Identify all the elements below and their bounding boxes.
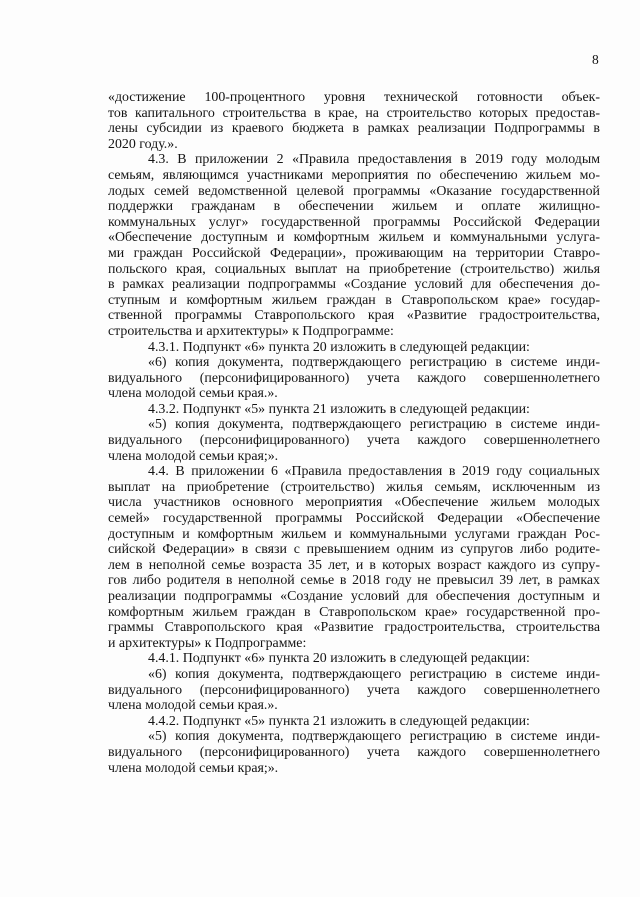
text-line: поддержки гражданам в обеспечении жильем и оплате жилищно- xyxy=(108,199,600,215)
text-line: «6) копия документа, подтверждающего регистрацию в системе инди- xyxy=(148,355,600,371)
text-line: члена молодой семьи края;». xyxy=(108,448,279,464)
text-line: польского края, социальных выплат на приобретение (строительство) жилья xyxy=(108,261,600,277)
paragraph xyxy=(108,714,600,730)
text-line: 4.3.1. Подпункт «6» пункта 20 изложить в следующей редакции: xyxy=(148,339,530,355)
text-line: комфортным жильем граждан в Ставропольском крае» государственной про- xyxy=(108,604,600,620)
text-line: гов либо родителя в неполной семье в 2018 году не превысил 39 лет, в рамках xyxy=(108,573,600,589)
text-line: 4.4. В приложении 6 «Правила предоставления в 2019 году социальных xyxy=(148,464,600,480)
text-line: ми граждан Российской Федерации», проживающим на территории Ставро- xyxy=(108,245,600,261)
text-line: «6) копия документа, подтверждающего регистрацию в системе инди- xyxy=(148,666,600,682)
paragraph xyxy=(108,667,600,714)
text-line: и архитектуры» к Подпрограмме: xyxy=(108,635,307,651)
paragraph xyxy=(108,417,600,464)
text-line: строительства и архитектуры» к Подпрограмме: xyxy=(108,323,394,339)
text-line: 4.3.2. Подпункт «5» пункта 21 изложить в следующей редакции: xyxy=(148,401,530,417)
text-line: лены субсидии из краевого бюджета в рамках реализации Подпрограммы в xyxy=(108,121,600,137)
paragraph xyxy=(108,729,600,776)
text-line: тов капитального строительства в крае, на строительство которых предостав- xyxy=(108,105,600,121)
text-line: 4.3. В приложении 2 «Правила предоставления в 2019 году молодым xyxy=(148,152,600,168)
text-line: 4.4.2. Подпункт «5» пункта 21 изложить в следующей редакции: xyxy=(148,713,530,729)
text-line: члена молодой семьи края.». xyxy=(108,386,278,402)
text-line: 4.4.1. Подпункт «6» пункта 20 изложить в следующей редакции: xyxy=(148,651,530,667)
text-line: видуального (персонифицированного) учета каждого совершеннолетнего xyxy=(108,744,600,760)
text-line: члена молодой семьи края;». xyxy=(108,760,279,776)
text-line: сийской Федерации» в связи с превышением одним из супругов либо родите- xyxy=(108,542,600,558)
text-line: коммунальных услуг» государственной программы Российской Федерации xyxy=(108,214,600,230)
page-number: 8 xyxy=(592,52,599,67)
paragraph xyxy=(108,90,600,152)
text-line: ступным и комфортным жильем граждан в Ставропольском крае» государ- xyxy=(108,292,600,308)
text-line: ственной программы Ставропольского края «Развитие градостроительства, xyxy=(108,308,600,324)
text-line: видуального (персонифицированного) учета каждого совершеннолетнего xyxy=(108,433,600,449)
text-line: числа участников основного мероприятия «Обеспечение жильем молодых xyxy=(108,495,600,511)
text-line: «Обеспечение доступным и комфортным жильем и коммунальными услуга- xyxy=(108,230,600,246)
text-line: лодых семей ведомственной целевой программы «Оказание государственной xyxy=(108,183,600,199)
text-line: выплат на приобретение (строительство) жилья семьям, исключенным из xyxy=(108,479,600,495)
text-line: члена молодой семьи края.». xyxy=(108,698,278,714)
paragraph xyxy=(108,402,600,418)
text-line: в рамках реализации подпрограммы «Создание условий для обеспечения до- xyxy=(108,277,600,293)
paragraph xyxy=(108,651,600,667)
document-body xyxy=(108,90,600,776)
paragraph xyxy=(108,340,600,356)
text-line: доступным и комфортным жильем и коммунальными услугами граждан Рос- xyxy=(108,526,600,542)
text-line: лем в неполной семье возраста 35 лет, и в которых возраст каждого из супру- xyxy=(108,557,600,573)
paragraph xyxy=(108,355,600,402)
text-line: реализации подпрограммы «Создание условий для обеспечения доступным и xyxy=(108,589,600,604)
text-line: граммы Ставропольского края «Развитие градостроительства, строительства xyxy=(108,620,600,636)
text-line: «достижение 100-процентного уровня технической готовности объек- xyxy=(108,90,600,105)
paragraph xyxy=(108,152,600,339)
text-line: 2020 году.». xyxy=(108,136,178,152)
text-line: «5) копия документа, подтверждающего регистрацию в системе инди- xyxy=(148,417,600,433)
text-line: видуального (персонифицированного) учета каждого совершеннолетнего xyxy=(108,682,600,698)
paragraph xyxy=(108,464,600,651)
text-line: семей» государственной программы Российской Федерации «Обеспечение xyxy=(108,511,600,527)
text-line: «5) копия документа, подтверждающего регистрацию в системе инди- xyxy=(148,729,600,745)
text-line: семьям, являющимся участниками мероприятия по обеспечению жильем мо- xyxy=(108,167,600,183)
text-line: видуального (персонифицированного) учета каждого совершеннолетнего xyxy=(108,370,600,386)
